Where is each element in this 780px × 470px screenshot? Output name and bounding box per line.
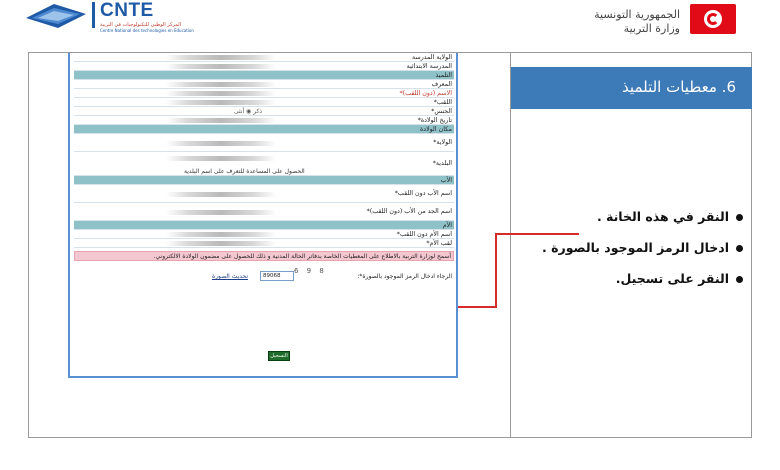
form-screenshot	[68, 53, 458, 378]
content-frame	[28, 52, 752, 438]
form-row-id	[74, 80, 454, 89]
form-row-mother-lastname[interactable]	[74, 239, 454, 248]
instruction-item: النقر على تسجيل.	[515, 271, 743, 286]
blurred-value	[166, 55, 276, 60]
cnte-logo-icon	[24, 0, 88, 30]
blurred-value	[166, 141, 276, 146]
mother-name-label: اسم الأم دون اللقب*	[396, 231, 452, 238]
column-divider	[510, 53, 511, 437]
lastname-label: اللقب*	[433, 99, 452, 106]
section-title: 6. معطيات التلميذ	[622, 78, 736, 96]
pointer-arrow-top	[495, 233, 579, 235]
form-row-lastname[interactable]	[74, 98, 454, 107]
blurred-value	[166, 210, 276, 215]
form-row-school	[74, 62, 454, 71]
form-row-cut	[74, 53, 454, 62]
logo-divider	[92, 2, 95, 28]
student-header-label: التلميذ	[435, 72, 452, 79]
cnte-subtitle-fr: Centre National des technologies en Education	[100, 28, 194, 33]
municipality-help-link[interactable]: الحصول على المساعدة للتعرف على اسم البلدية	[184, 168, 305, 175]
student-header	[74, 71, 454, 80]
submit-button[interactable]: التسجيل	[268, 351, 290, 361]
page-header	[0, 0, 780, 50]
pointer-arrow-vertical	[495, 233, 497, 307]
blurred-value	[166, 241, 276, 246]
blurred-value	[166, 232, 276, 237]
ministry-text	[560, 8, 680, 36]
captcha-input[interactable]: 89068	[260, 271, 294, 281]
captcha-image: 6 9 8	[294, 267, 327, 275]
section-header	[511, 67, 752, 109]
school-label: المدرسة الابتدائية	[406, 63, 452, 70]
form-row-birthdate[interactable]	[74, 116, 454, 125]
blurred-value	[166, 91, 276, 96]
captcha-refresh-link[interactable]: تحديث الصورة	[212, 273, 248, 280]
id-label: المعرف	[431, 81, 452, 88]
father-name-label: اسم الأب دون اللقب*	[394, 190, 452, 197]
captcha-row	[74, 267, 454, 287]
firstname-label: الاسم (دون اللقب)*	[399, 90, 452, 97]
consent-text: أسمح لوزارة التربية بالاطلاع على المعطيات الخاصة بدفاتر الحالة المدنية و ذلك للحصول على مضمون الولادة الالكتروني.	[153, 253, 451, 260]
birthplace-header	[74, 125, 454, 134]
consent-checkbox-row[interactable]	[74, 251, 454, 261]
gender-radio-group[interactable]: ذكر ◉ أنثى	[234, 108, 263, 115]
blurred-value	[166, 64, 276, 69]
mother-header-label: الأم	[442, 222, 452, 229]
form-row-municipality[interactable]	[74, 152, 454, 176]
gender-label: الجنس*	[431, 108, 452, 115]
form-row-state[interactable]	[74, 134, 454, 152]
birthdate-label: تاريخ الولادة*	[417, 117, 452, 124]
blurred-value	[166, 192, 276, 197]
instruction-list	[515, 209, 743, 302]
grandfather-label: اسم الجد من الأب (دون اللقب)*	[366, 208, 452, 215]
form-cut-label: الولاية المدرسة	[412, 54, 452, 61]
student-form	[74, 53, 454, 287]
instruction-item: النقر في هذه الخانة .	[515, 209, 743, 224]
father-header-label: الأب	[440, 177, 452, 184]
blurred-value	[166, 82, 276, 87]
cnte-title: CNTE	[100, 0, 154, 21]
birthplace-header-label: مكان الولادة	[419, 126, 452, 133]
municipality-label: البلدية*	[432, 160, 452, 167]
ministry-line-2: وزارة التربية	[623, 22, 680, 35]
tunisia-flag-icon	[690, 4, 736, 34]
form-row-father-name[interactable]	[74, 185, 454, 203]
form-row-gender[interactable]	[74, 107, 454, 116]
blurred-value	[166, 100, 276, 105]
ministry-line-1: الجمهورية التونسية	[594, 8, 680, 21]
state-label: الولاية*	[433, 139, 452, 146]
form-row-grandfather-name[interactable]	[74, 203, 454, 221]
father-header	[74, 176, 454, 185]
mother-header	[74, 221, 454, 230]
form-row-firstname[interactable]	[74, 89, 454, 98]
mother-lastname-label: لقب الأم*	[426, 240, 452, 247]
form-row-mother-name[interactable]	[74, 230, 454, 239]
blurred-value	[166, 118, 276, 123]
instruction-item: ادخال الرمز الموجود بالصورة .	[515, 240, 743, 255]
cnte-subtitle-ar: المركز الوطني للتكنولوجيات في التربية	[100, 22, 182, 28]
captcha-label: الرجاء ادخال الرمز الموجود بالصورة*:	[357, 273, 452, 280]
